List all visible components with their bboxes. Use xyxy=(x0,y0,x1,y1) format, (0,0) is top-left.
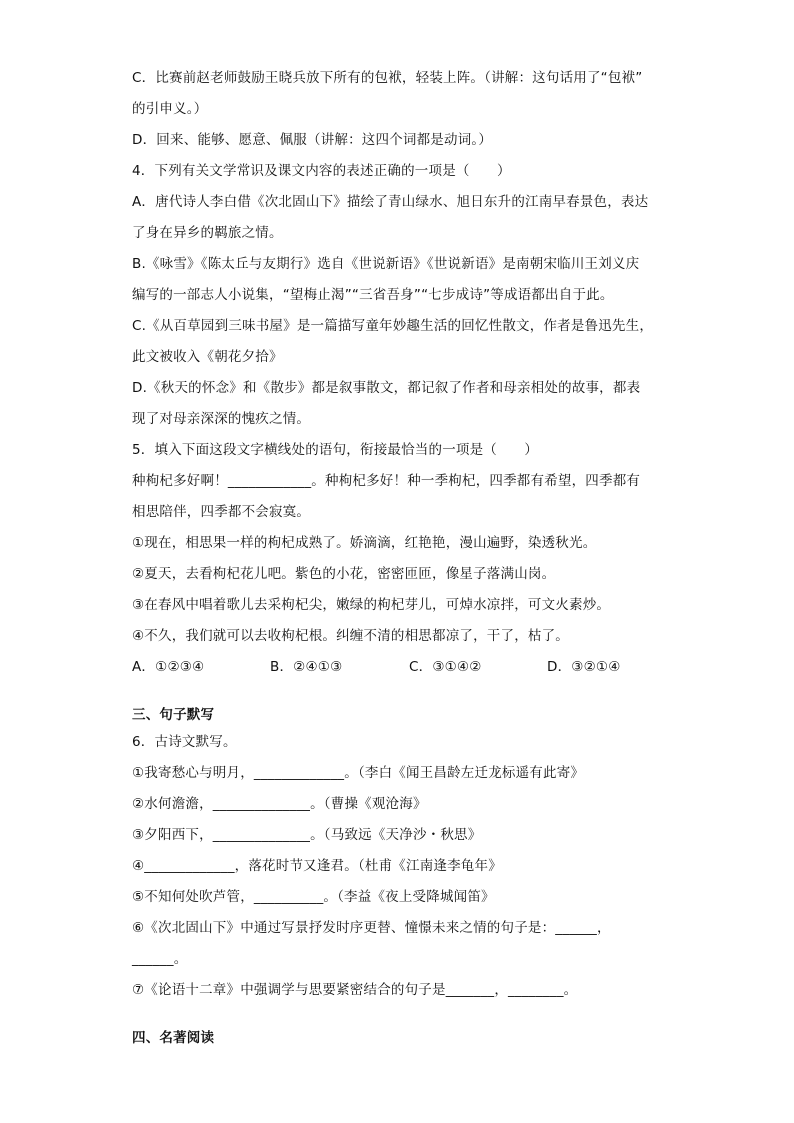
q3-option-c-line2: 的引申义。） xyxy=(132,101,208,117)
q5-sentence-1: ①现在，相思果一样的枸杞成熟了。娇滴滴，红艳艳，漫山遍野，染透秋光。 xyxy=(132,535,597,551)
recitation-line-7: ⑦《论语十二章》中强调学与思要紧密结合的句子是_______，________。 xyxy=(132,982,578,998)
q6-stem: 6．古诗文默写。 xyxy=(132,734,237,750)
q5-option-c: C．③①④② xyxy=(409,659,482,675)
q4-option-a-line2: 了身在异乡的羁旅之情。 xyxy=(132,225,283,241)
recitation-line-6a: ⑥《次北固山下》中通过写景抒发时序更替、憧憬未来之情的句子是：______， xyxy=(132,920,611,936)
recitation-line-1: ①我寄愁心与明月，_____________。（李白《闻王昌龄左迁龙标遥有此寄》 xyxy=(132,765,585,781)
section-4-title: 四、名著阅读 xyxy=(132,1030,215,1046)
q5-option-d: D．③②①④ xyxy=(547,659,621,675)
q4-stem: 4．下列有关文学常识及课文内容的表述正确的一项是（ ） xyxy=(132,163,511,179)
q3-option-d: D．回来、能够、愿意、佩服（讲解：这四个词都是动词。） xyxy=(132,132,493,148)
recitation-line-6b: ______。 xyxy=(132,951,188,967)
q5-stem: 5．填入下面这段文字横线处的语句，衔接最恰当的一项是（ ） xyxy=(132,442,539,458)
q4-option-d-line1: D.《秋天的怀念》和《散步》都是叙事散文，都记叙了作者和母亲相处的故事，都表 xyxy=(132,380,641,396)
q4-option-a-line1: A．唐代诗人李白借《次北固山下》描绘了青山绿水、旭日东升的江南早春景色，表达 xyxy=(132,194,649,210)
q5-option-b: B．②④①③ xyxy=(270,659,343,675)
q5-paragraph-line2: 相思陪伴，四季都不会寂寞。 xyxy=(132,504,311,520)
q3-option-c-line1: C．比赛前赵老师鼓励王晓兵放下所有的包袱，轻装上阵。（讲解：这句话用了“包袱” xyxy=(132,70,643,86)
q5-sentence-4: ④不久，我们就可以去收枸杞根。纠缠不清的相思都凉了，干了，枯了。 xyxy=(132,628,570,644)
recitation-line-3: ③夕阳西下，______________。（马致远《天净沙・秋思》 xyxy=(132,827,482,843)
q5-sentence-3: ③在春风中唱着歌儿去采枸杞尖，嫩绿的枸杞芽儿，可焯水凉拌，可文火素炒。 xyxy=(132,597,611,613)
q4-option-b-line2: 编写的一部志人小说集，“望梅止渴”“三省吾身”“七步成诗”等成语都出自于此。 xyxy=(132,287,614,303)
recitation-line-2: ②水何澹澹，______________。（曹操《观沧海》 xyxy=(132,796,427,812)
q4-option-c-line2: 此文被收入《朝花夕拾》 xyxy=(132,349,283,365)
q4-option-c-line1: C.《从百草园到三味书屋》是一篇描写童年妙趣生活的回忆性散文，作者是鲁迅先生， xyxy=(132,318,654,334)
q4-option-d-line2: 现了对母亲深深的愧疚之情。 xyxy=(132,411,311,427)
q4-option-b-line1: B.《咏雪》《陈太丘与友期行》选自《世说新语》《世说新语》是南朝宋临川王刘义庆 xyxy=(132,256,640,272)
q5-option-a: A．①②③④ xyxy=(132,659,205,675)
q5-paragraph-line1: 种枸杞多好啊！____________。种枸杞多好！种一季枸杞，四季都有希望，四季都有 xyxy=(132,473,641,489)
recitation-line-5: ⑤不知何处吹芦管，__________。（李益《夜上受降城闻笛》 xyxy=(132,889,495,905)
q5-sentence-2: ②夏天，去看枸杞花儿吧。紫色的小花，密密匝匝，像星子落满山岗。 xyxy=(132,566,556,582)
recitation-line-4: ④_____________，落花时节又逢君。（杜甫《江南逢李龟年》 xyxy=(132,858,502,874)
section-3-title: 三、句子默写 xyxy=(132,707,215,723)
